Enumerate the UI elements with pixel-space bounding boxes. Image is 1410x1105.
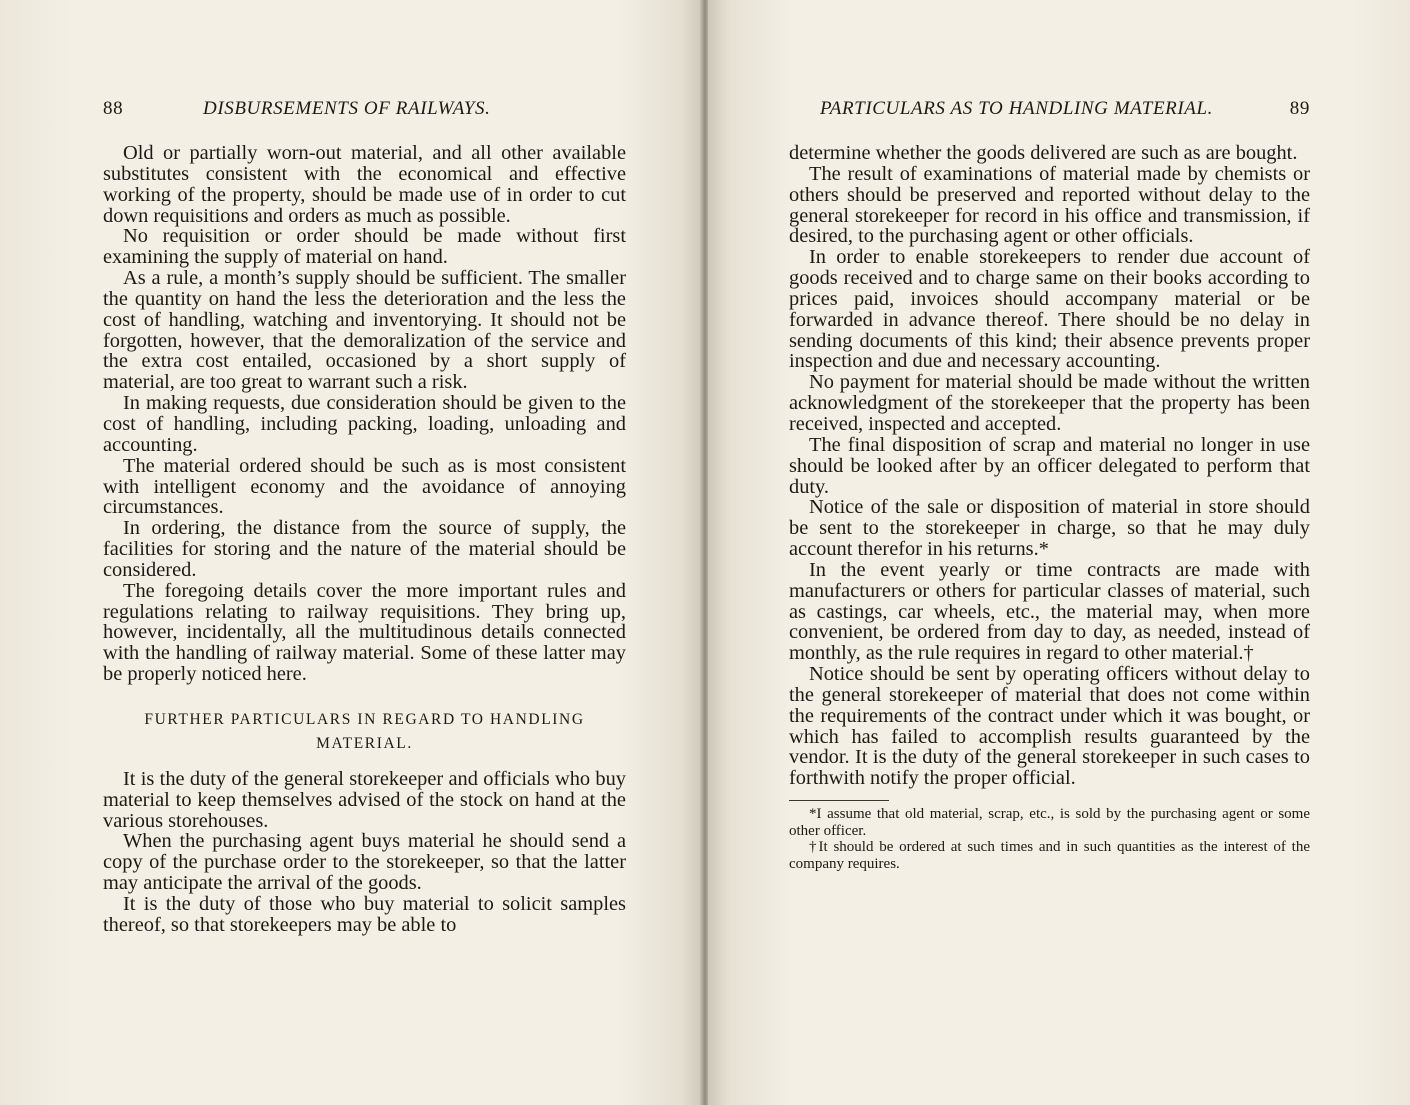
running-head-left: [103, 98, 627, 120]
paragraph: The material ordered should be such as is most consistent with intelligent economy and the avoidance of annoying circumstances.: [103, 454, 626, 519]
running-title-left: DISBURSEMENTS OF RAILWAYS.: [203, 98, 491, 119]
paragraph: The result of examinations of material made by chemists or others should be preserved and reported without delay to the general storekeeper for record in his office and transmission, if desired, to the purchasing agent or other officials.: [789, 162, 1310, 248]
paragraph: The final disposition of scrap and material no longer in use should be looked after by an officer delegated to perform that duty.: [789, 433, 1310, 498]
paragraph: As a rule, a month’s supply should be sufficient. The smaller the quantity on hand the less the deterioration and the less the cost of handling, watching and inventorying. It should not be forgotten, however, that the demoralization of the service and the extra cost entailed, occasioned by a short supply of material, are too great to warrant such a risk.: [103, 267, 626, 394]
running-title-right: PARTICULARS AS TO HANDLING MATERIAL.: [820, 98, 1214, 119]
paragraph: It is the duty of the general storekeeper and officials who buy material to keep themselves advised of the stock on hand at the various storehouses.: [103, 767, 626, 832]
paragraph: In making requests, due consideration should be given to the cost of handling, including packing, loading, unloading and accounting.: [103, 392, 626, 456]
page-number-right: 89: [1289, 98, 1310, 119]
paragraph: No requisition or order should be made without first examining the supply of material on hand.: [103, 225, 626, 269]
paragraph: Notice should be sent by operating officers without delay to the general storekeeper of material that does not come within the requirements of the contract under which it was bought, or which has failed to accomplish results guaranteed by the vendor. It is the duty of the general storekeeper in such cases to forthwith notify the proper official.: [789, 663, 1310, 790]
paragraph: No payment for material should be made without the written acknowledgment of the storekeeper that the property has been received, inspected and accepted.: [789, 371, 1310, 435]
right-page: [708, 0, 1410, 1105]
footnote-rule: [789, 800, 889, 801]
section-heading: FURTHER PARTICULARS IN REGARD TO HANDLING MATERIAL.: [144, 710, 585, 752]
paragraph: It is the duty of those who buy material to solicit samples thereof, so that storekeepers may be able to: [103, 893, 626, 936]
paragraph: Old or partially worn-out material, and all other available substitutes consistent with the economical and effective working of the property, should be made use of in order to cut down requisitions and orders as much as possible.: [103, 142, 626, 227]
left-page-body: [103, 143, 626, 936]
footnote: †It should be ordered at such times and in such quantities as the interest of the company requires.: [789, 839, 1310, 872]
paragraph: When the purchasing agent buys material he should send a copy of the purchase order to the storekeeper, so that the latter may anticipate the arrival of the goods.: [103, 830, 626, 895]
paragraph: In ordering, the distance from the source of supply, the facilities for storing and the nature of the material should be considered.: [103, 517, 626, 581]
page-number-left: 88: [103, 98, 124, 119]
footnote: *I assume that old material, scrap, etc., is sold by the purchasing agent or some other officer.: [789, 806, 1310, 839]
footnotes: [789, 806, 1310, 872]
paragraph: The foregoing details cover the more important rules and regulations relating to railway requisitions. They bring up, however, incidentally, all the multitudinous details connected with the handling of railway material. Some of these latter may be properly noticed here.: [103, 579, 626, 686]
continuation-paragraph: determine whether the goods delivered are such as are bought.: [789, 142, 1298, 164]
left-page: [0, 0, 702, 1105]
paragraph: Notice of the sale or disposition of material in store should be sent to the storekeeper in charge, so that he may duly account therefor in his returns.*: [789, 496, 1310, 561]
paragraph: In the event yearly or time contracts are made with manufacturers or others for particular classes of material, such as castings, car wheels, etc., the material may, when more convenient, be ordered from day to day, as needed, instead of monthly, as the rule requires in regard to other material.†: [789, 558, 1310, 665]
running-head-right: [820, 98, 1310, 120]
right-page-body: [789, 143, 1310, 872]
paragraph: In order to enable storekeepers to render due account of goods received and to charge same on their books according to prices paid, invoices should accompany material or be forwarded in advance thereof. There should be no delay in sending documents of this kind; their absence prevents proper inspection and due and necessary accounting.: [789, 246, 1310, 373]
